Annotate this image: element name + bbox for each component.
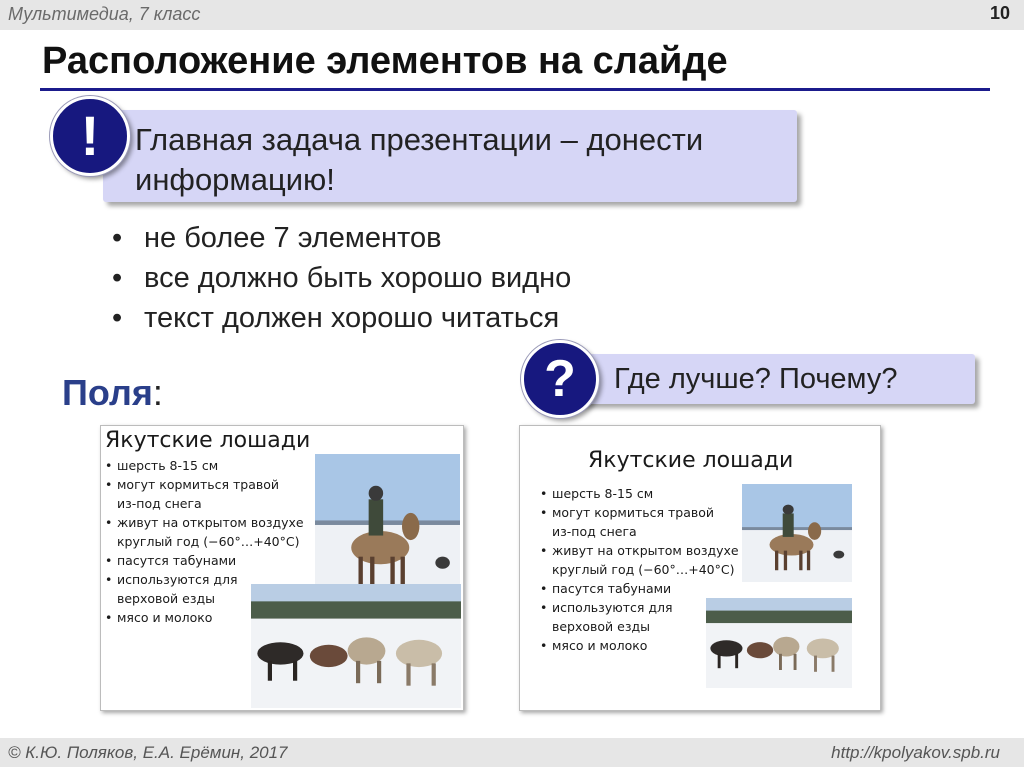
header-bar [0,0,1024,30]
list-item-continued: верховой езды [117,591,215,606]
list-item-continued: круглый год (−60°…+40°С) [117,534,300,549]
bullet-text: не более 7 элементов [144,222,442,254]
list-item: • все должно быть хорошо видно [112,262,572,294]
fields-colon: : [152,372,163,413]
slide-title: Расположение элементов на слайде [42,40,728,82]
list-item: • текст должен хорошо читаться [112,302,560,334]
example-slide-narrow-margins [100,425,464,711]
list-item: • не более 7 элементов [112,222,442,254]
list-item: • используются для [540,600,673,615]
list-item: • мясо и молоко [540,638,648,653]
list-item-continued: из-под снега [552,524,637,539]
example-slide-title: Якутские лошади [105,428,311,453]
exclamation-icon: ! [50,96,130,176]
list-item: • живут на открытом воздухе [105,515,304,530]
question-callout-text: Где лучше? Почему? [614,363,898,395]
page-number: 10 [989,3,1010,23]
copyright-text: © К.Ю. Поляков, Е.А. Ерёмин, 2017 [8,743,288,762]
list-item: • живут на открытом воздухе [540,543,739,558]
horse-rider-photo [315,454,460,605]
fields-heading [62,372,163,414]
list-item: • шерсть 8-15 см [540,486,654,501]
example-slide-list [105,456,304,627]
list-item: • мясо и молоко [105,610,213,625]
list-item: • могут кормиться травой [105,477,280,492]
list-item: • используются для [105,572,238,587]
question-callout [562,354,975,404]
footer-bar [0,738,1024,767]
list-item-continued: верховой езды [552,619,650,634]
horse-rider-photo [742,484,852,582]
title-underline [40,88,990,91]
main-callout-text: Главная задача презентации – донести информацию! [135,122,704,197]
fields-label: Поля [62,372,153,413]
list-item: • шерсть 8-15 см [105,458,219,473]
example-slide-wide-margins [519,425,881,711]
course-label: Мультимедиа, 7 класс [8,4,201,24]
list-item: • пасутся табунами [540,581,672,596]
site-link[interactable]: http://kpolyakov.spb.ru [831,743,1000,762]
bullet-text: текст должен хорошо читаться [144,302,560,334]
example-slide-title: Якутские лошади [588,448,794,473]
list-item: • могут кормиться травой [540,505,715,520]
bullet-list [112,218,571,338]
list-item-continued: круглый год (−60°…+40°С) [552,562,735,577]
question-icon: ? [521,340,599,418]
list-item-continued: из-под снега [117,496,202,511]
list-item: • пасутся табунами [105,553,237,568]
main-callout [103,110,797,202]
example-slide-list [540,484,739,655]
bullet-text: все должно быть хорошо видно [144,262,572,294]
